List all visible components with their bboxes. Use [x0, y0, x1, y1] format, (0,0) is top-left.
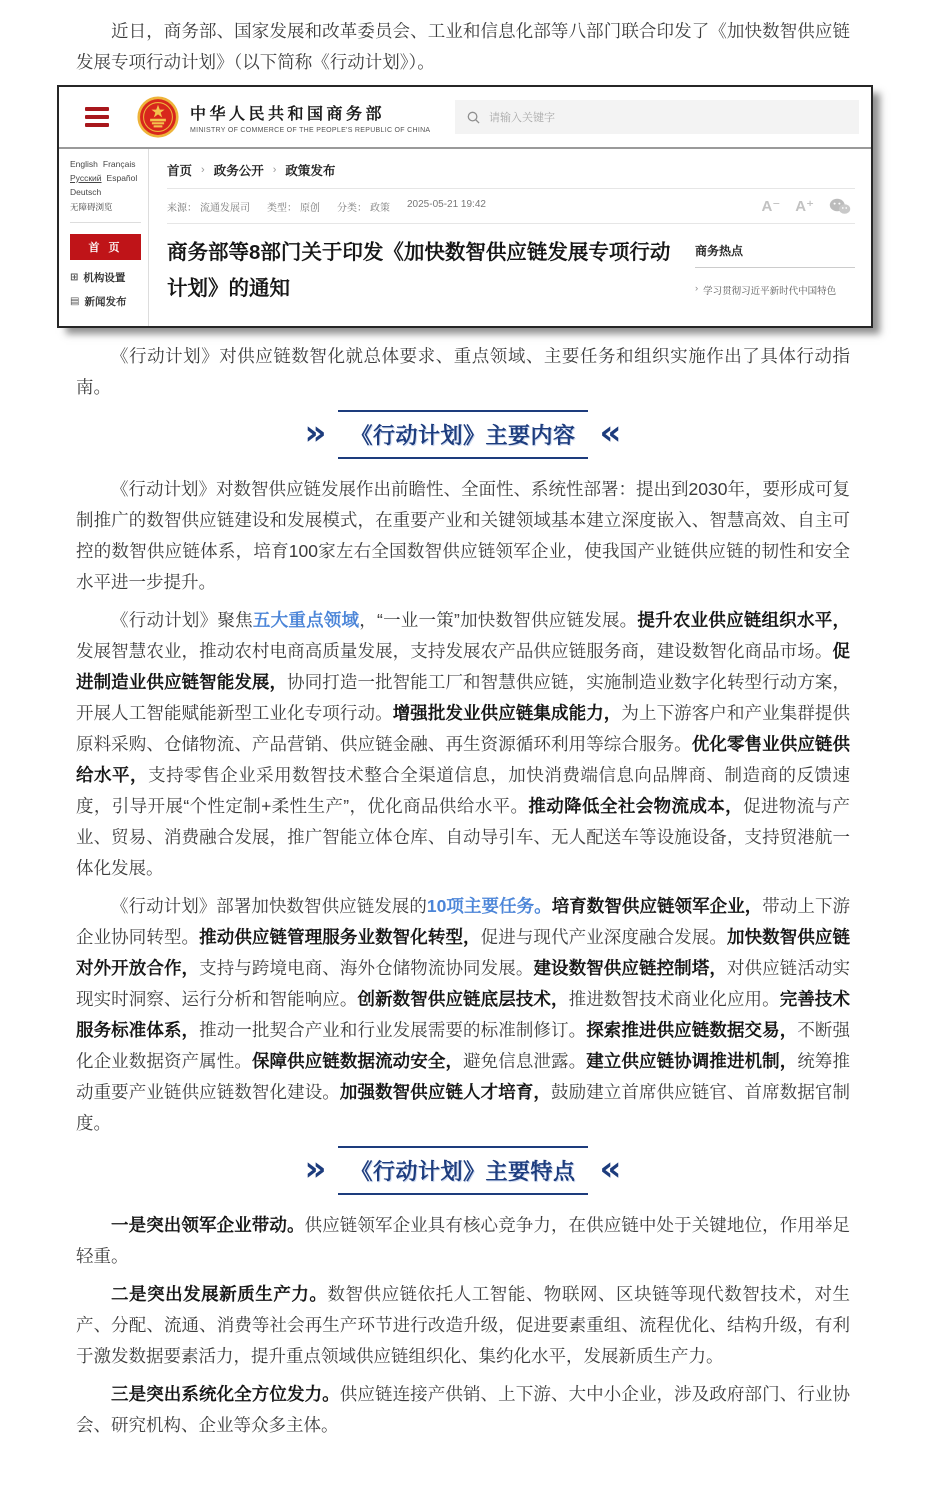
text-segment: 推动供应链管理服务业数智化转型，	[199, 927, 481, 947]
mofcom-main	[149, 149, 871, 326]
meta-value: 流通发展司	[200, 202, 250, 214]
text-segment: 培育数智供应链领军企业，	[551, 896, 763, 916]
meta-item	[267, 199, 320, 214]
language-row	[70, 187, 141, 197]
search-icon	[467, 111, 480, 124]
text-segment: 三是突出系统化全方位发力。	[111, 1384, 340, 1404]
double-chevron-right-icon: »	[304, 1148, 327, 1189]
sidebar-item-机构设置	[70, 270, 141, 285]
text-segment: 保障供应链数据流动安全，	[251, 1051, 464, 1071]
text-segment: 二是突出发展新质生产力。	[111, 1284, 328, 1304]
divider	[167, 188, 855, 189]
text-segment: 一是突出领军企业带动。	[111, 1215, 305, 1235]
search-placeholder: 请输入关键字	[489, 112, 555, 124]
meta-item	[167, 199, 250, 214]
breadcrumb-separator: ›	[272, 164, 277, 176]
hot-topic-item: › 学习贯彻习近平新时代中国特色	[695, 283, 837, 297]
article-meta	[167, 199, 486, 214]
language-link: English	[70, 159, 98, 169]
chevron-right-icon: ›	[695, 283, 699, 294]
sidebar-item-新闻发布	[70, 294, 141, 309]
text-segment: 供应链领军企业具有核心竞争力，在供应链中处于关键地位，作用举足轻重。	[76, 1215, 851, 1266]
breadcrumb-separator: ›	[201, 164, 205, 176]
text-segment: 发展智慧农业，推动农村电商高质量发展，支持发展农产品供应链服务商，建设数智化商品市场。	[76, 641, 833, 661]
text-segment: 10项主要任务。	[426, 896, 552, 916]
text-segment: 完善技术服务标准体系，	[76, 989, 851, 1040]
text-segment: 带动上下游企业协同转型。	[76, 896, 850, 947]
language-link: Deutsch	[70, 187, 102, 197]
sidebar-menu	[70, 270, 141, 309]
language-link: Русский	[70, 173, 102, 183]
text-segment: 对供应链活动实现实时洞察、运行分析和智能响应。	[76, 958, 851, 1009]
text-segment: 《行动计划》对数智供应链发展作出前瞻性、全面性、系统性部署：提出到2030年，要形成可复制推广的数智供应链建设和发展模式，在重要产业和关键领域基本建立深度嵌入、智慧高效、自主可控的数智供应链体系，培育100家左右全国数智供应链领军企业，使我国产业链供应链的韧性和安全水平进一步提升。	[76, 479, 850, 592]
meta-value: 2025-05-21 19:42	[407, 198, 486, 210]
wechat-share-icon	[829, 198, 851, 215]
double-chevron-right-icon: »	[304, 412, 327, 453]
paragraph	[76, 605, 850, 884]
section-title: 《行动计划》主要内容	[338, 410, 587, 459]
text-segment: 不断强化企业数据资产属性。	[76, 1020, 851, 1071]
text-segment: 五大重点领域	[252, 610, 360, 630]
language-row	[70, 159, 141, 169]
section-header-main-features	[76, 1146, 850, 1195]
text-segment: 为上下游客户和产业集群提供原料采购、仓储物流、产品营销、供应链金融、再生资源循环利用等综合服务。	[76, 703, 851, 754]
text-segment: 统筹推动重要产业链供应链数智化建设。	[76, 1051, 851, 1102]
text-segment: 加快数智供应链对外开放合作，	[76, 927, 851, 978]
breadcrumb	[167, 159, 855, 188]
language-link: Español	[106, 173, 138, 183]
text-segment: ，“一业一策”加快数智供应链发展。	[359, 610, 638, 630]
section-header-main-content	[76, 410, 850, 459]
language-link: Français	[102, 159, 136, 169]
section-main-content-body	[76, 474, 850, 1139]
mofcom-article-title: 商务部等8部门关于印发《加快数智供应链发展专项行动计划》的通知	[167, 241, 671, 300]
meta-item	[337, 199, 390, 214]
text-segment: 《行动计划》对供应链数智化就总体要求、重点领域、主要任务和组织实施作出了具体行动指南。	[76, 346, 850, 397]
double-chevron-left-icon: «	[599, 412, 622, 453]
text-segment: 鼓励建立首席供应链官、首席数据官制度。	[76, 1082, 851, 1133]
sidebar-divider	[70, 222, 141, 223]
text-segment: 加强数智供应链人才培育，	[339, 1082, 552, 1102]
breadcrumb-item: 首页	[167, 164, 193, 178]
sidebar-item-label: 机构设置	[83, 272, 126, 284]
text-segment: 探索推进供应链数据交易，	[586, 1020, 798, 1040]
font-increase-button: A⁺	[795, 198, 814, 215]
national-emblem-logo	[137, 96, 179, 138]
text-segment: 增强批发业供应链集成能力，	[392, 703, 622, 723]
text-segment: 避免信息泄露。	[463, 1051, 587, 1071]
breadcrumb-item: 政策发布	[285, 164, 336, 178]
text-segment: 供应链连接产供销、上下游、大中小企业，涉及政府部门、行业协会、研究机构、企业等众多主体。	[76, 1384, 851, 1435]
text-segment: 《行动计划》聚焦	[111, 610, 253, 630]
overview-paragraph	[76, 341, 850, 403]
text-segment: 促进物流与产业、贸易、消费融合发展，推广智能立体仓库、自动导引车、无人配送车等设施设备，支持贸港航一体化发展。	[76, 796, 851, 878]
home-button: 首 页	[70, 234, 141, 260]
intro-paragraph	[76, 16, 850, 78]
paragraph	[76, 891, 850, 1139]
language-link: 无障碍浏览	[70, 202, 113, 212]
double-chevron-left-icon: «	[599, 1148, 622, 1189]
text-segment: 建立供应链协调推进机制，	[586, 1051, 798, 1071]
text-segment: 近日，商务部、国家发展和改革委员会、工业和信息化部等八部门联合印发了《加快数智供应链发展专项行动计划》（以下简称《行动计划》）。	[76, 21, 850, 72]
meta-label: 类型：	[267, 202, 297, 214]
site-brand	[190, 101, 430, 134]
text-segment: 促进制造业供应链智能发展，	[76, 641, 850, 692]
text-segment: 《行动计划》部署加快数智供应链发展的	[111, 896, 427, 916]
hamburger-menu-icon	[85, 107, 109, 127]
text-segment: 支持零售企业采用数智技术整合全渠道信息，加快消费端信息向品牌商、制造商的反馈速度，引导开展“个性定制+柔性生产”，优化商品供给水平。	[76, 765, 851, 816]
divider	[167, 223, 855, 224]
meta-value: 原创	[300, 202, 320, 214]
text-segment: 推动一批契合产业和行业发展需要的标准制修订。	[199, 1020, 587, 1040]
org-grid-icon: ⊞	[70, 272, 79, 283]
mofcom-screenshot-image[interactable]	[57, 85, 873, 328]
breadcrumb-item: 政务公开	[213, 164, 264, 178]
paragraph	[76, 1379, 850, 1441]
text-segment: 促进与现代产业深度融合发展。	[480, 927, 727, 947]
hot-topics-panel	[695, 235, 855, 307]
meta-value: 政策	[370, 202, 390, 214]
text-segment: 提升农业供应链组织水平，	[637, 610, 850, 630]
paragraph	[76, 1210, 850, 1272]
search-box	[455, 100, 859, 134]
meta-label: 分类：	[337, 202, 367, 214]
paragraph	[76, 1279, 850, 1372]
text-segment: 推进数智技术商业化应用。	[568, 989, 780, 1009]
sidebar-item-label: 新闻发布	[84, 296, 127, 308]
language-row	[70, 201, 141, 213]
text-segment: 优化零售业供应链供给水平，	[76, 734, 851, 785]
paragraph	[76, 474, 850, 598]
language-row	[70, 173, 141, 183]
meta-item	[407, 199, 486, 214]
ministry-name-cn: 中华人民共和国商务部	[190, 105, 386, 123]
mofcom-sidebar	[59, 149, 149, 326]
article-meta-row	[167, 197, 855, 215]
text-segment: 推动降低全社会物流成本，	[528, 796, 744, 816]
font-decrease-button: A⁻	[761, 198, 781, 215]
mofcom-header	[59, 87, 871, 149]
text-segment: 创新数智供应链底层技术，	[357, 989, 569, 1009]
text-segment: 建设数智供应链控制塔，	[533, 958, 727, 978]
text-segment: 协同打造一批智能工厂和智慧供应链，实施制造业数字化转型行动方案，开展人工智能赋能新型工业化专项行动。	[76, 672, 851, 723]
text-segment: 数智供应链依托人工智能、物联网、区块链等现代数智技术，对生产、分配、流通、消费等社会再生产环节进行改造升级，促进要素重组、流程优化、结构升级，有利于激发数据要素活力，提升重点领域供应链组织化、集约化水平，发展新质生产力。	[76, 1284, 851, 1366]
page-tools	[762, 197, 856, 215]
language-links	[70, 159, 141, 213]
hot-topics-title: 商务热点	[695, 242, 855, 268]
text-segment: 支持与跨境电商、海外仓储物流协同发展。	[199, 958, 534, 978]
section-main-features-body	[76, 1210, 850, 1441]
ministry-name-en: MINISTRY OF COMMERCE OF THE PEOPLE'S REPUBLIC OF CHINA	[190, 126, 431, 134]
meta-label: 来源：	[167, 202, 197, 214]
news-list-icon: ▤	[70, 296, 80, 307]
section-title: 《行动计划》主要特点	[338, 1146, 587, 1195]
